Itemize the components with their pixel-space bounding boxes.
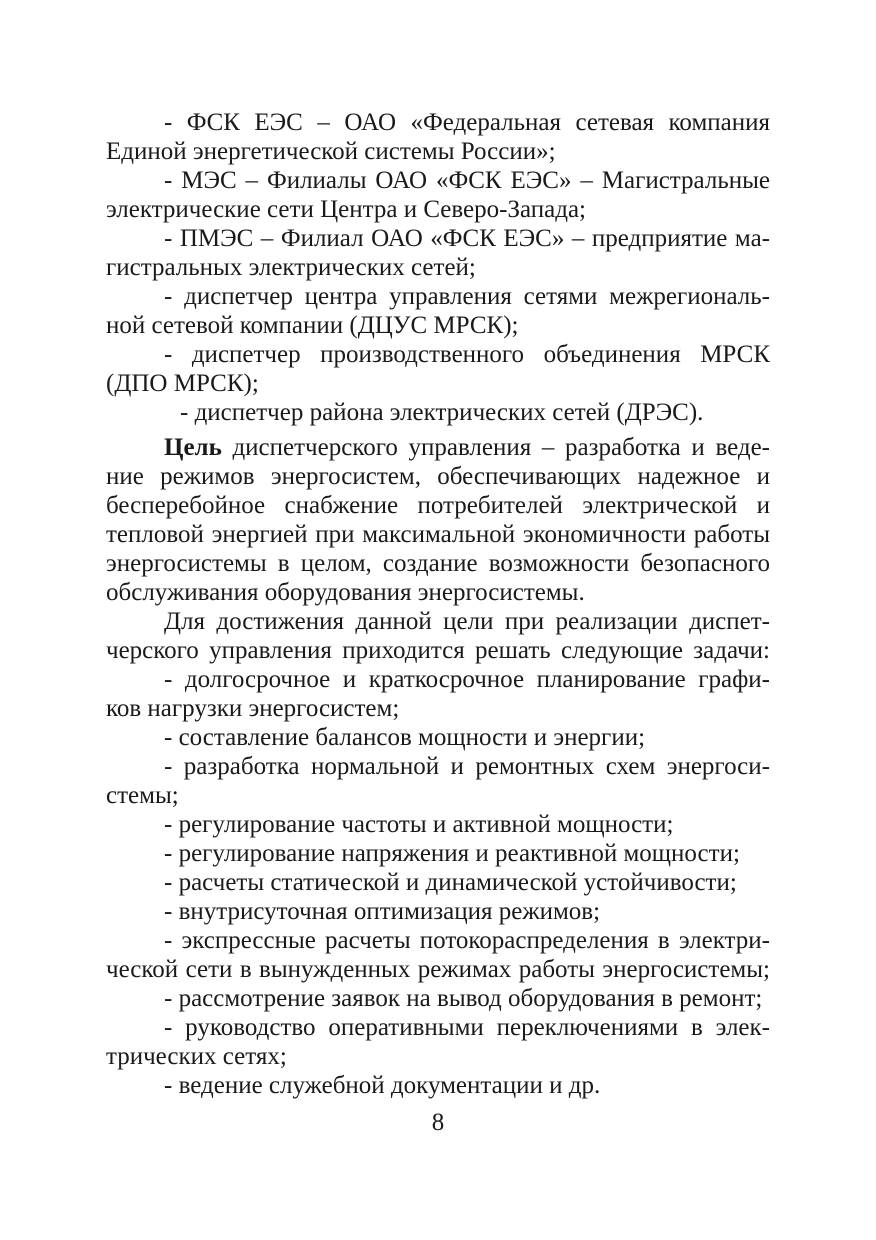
text-line: - внутрисуточная оптимизация режимов; [164,898,601,925]
text-line: - разработка нормальной и ремонтных схем энергоси- [164,753,770,780]
text-line: черского управления приходится решать следующие задачи: [106,637,770,664]
text-line [164,433,770,462]
text-line: энергосистемы в целом, создание возможности безопасного [106,550,770,577]
text-line: - долгосрочное и краткосрочное планирование графи- [164,666,770,693]
text-line: ной сетевой компании (ДЦУС МРСК); [106,312,519,339]
text-line: - диспетчер центра управления сетями межрегиональ- [164,283,770,310]
text-line: - МЭС – Филиалы ОАО «ФСК ЕЭС» – Магистральные [164,167,770,194]
text-line: ков нагрузки энергосистем; [106,695,400,722]
text-line: - экспрессные расчеты потокораспределения в электри- [164,927,770,954]
text-line: тепловой энергией при максимальной экономичности работы [106,521,770,548]
goal-term: Цель [164,434,222,461]
text-line: Для достижения данной цели при реализации диспет- [164,608,770,635]
page-number: 8 [431,1109,445,1136]
text-line: - регулирование напряжения и реактивной мощности; [164,840,740,867]
text-line: - руководство оперативными переключениями в элек- [164,1014,770,1041]
text-line: - ФСК ЕЭС – ОАО «Федеральная сетевая компания [164,109,770,136]
text-line: - составление балансов мощности и энергии; [164,724,646,751]
text-line: (ДПО МРСК); [106,370,259,397]
text-line: электрические сети Центра и Северо-Запада; [106,196,587,223]
text-line: - ПМЭС – Филиал ОАО «ФСК ЕЭС» – предприятие ма- [164,225,770,252]
text-line: - ведение служебной документации и др. [164,1072,601,1099]
text-line: стемы; [106,782,179,809]
text-line: ние режимов энергосистем, обеспечивающих надежное и [106,463,770,490]
text-line: обслуживания оборудования энергосистемы. [106,579,585,606]
text-line: - рассмотрение заявок на вывод оборудования в ремонт; [164,985,763,1012]
text-line: Единой энергетической системы России»; [106,138,556,165]
text-line: - расчеты статической и динамической устойчивости; [164,869,737,896]
text-line: бесперебойное снабжение потребителей электрической и [106,492,770,519]
text-line: ческой сети в вынужденных режимах работы энергосистемы; [106,956,770,983]
text-line: - регулирование частоты и активной мощности; [164,811,674,838]
text-line-rest: диспетчерского управления – разработка и веде- [232,434,771,461]
text-line: гистральных электрических сетей; [106,254,476,281]
text-line: - диспетчер района электрических сетей (ДРЭС). [180,399,704,426]
text-line: - диспетчер производственного объединения МРСК [164,341,770,368]
text-line: трических сетях; [106,1043,287,1070]
